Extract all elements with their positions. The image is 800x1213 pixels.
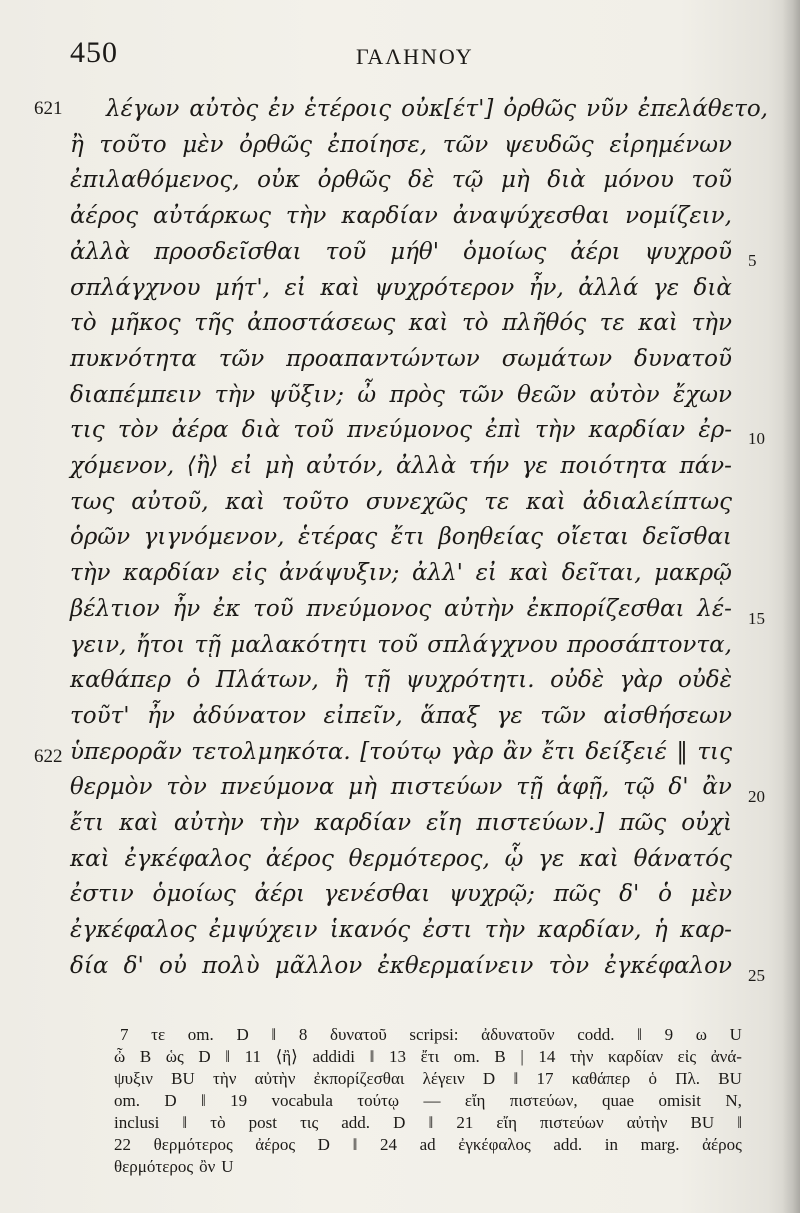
text-line: σπλάγχνου μήτ', εἰ καὶ ψυχρότερον ἦν, ἀλλά γε διὰ xyxy=(70,274,732,301)
apparatus-line: ὦ B ὡς D ‖ 11 ⟨ἢ⟩ addidi ‖ 13 ἔτι om. B | 14 τὴν καρδίαν εἰς ἀνά- xyxy=(114,1047,742,1066)
text-line: ἐγκέφαλος ἐμψύχειν ἱκανός ἐστι τὴν καρδίαν, ἡ καρ- xyxy=(70,917,732,944)
running-title: ΓΑΛΗΝΟΥ xyxy=(356,44,474,69)
text-line: δία δ' οὐ πολὺ μᾶλλον ἐκθερμαίνειν τὸν ἐγκέφαλον xyxy=(70,952,732,979)
apparatus-line: ψυξιν BU τὴν αὐτὴν ἐκπορίζεσθαι λέγειν D ‖ 17 καθάπερ ὁ Πλ. BU xyxy=(114,1069,742,1088)
apparatus-line: om. D ‖ 19 vocabula τούτῳ — εἴη πιστεύων, quae omisit N, xyxy=(114,1091,742,1110)
line-number-25: 25 xyxy=(748,966,765,985)
text-line: πυκνότητα τῶν προαπαντώντων σωμάτων δυνατοῦ xyxy=(70,345,732,372)
text-line: τὴν καρδίαν εἰς ἀνάψυξιν; ἀλλ' εἰ καὶ δεῖται, μακρῷ xyxy=(70,560,732,587)
margin-reference-621: 621 xyxy=(34,98,63,119)
text-line: βέλτιον ἦν ἐκ τοῦ πνεύμονος αὐτὴν ἐκπορίζεσθαι λέ- xyxy=(70,595,732,622)
line-number-20: 20 xyxy=(748,787,765,806)
text-line: χόμενον, ⟨ἢ⟩ εἰ μὴ αὐτόν, ἀλλὰ τήν γε ποιότητα πάν- xyxy=(70,453,732,479)
text-line: τὸ μῆκος τῆς ἀποστάσεως καὶ τὸ πλῆθός τε καὶ τὴν xyxy=(70,310,732,337)
text-line: ἀλλὰ προσδεῖσθαι τοῦ μήθ' ὁμοίως ἀέρι ψυχροῦ xyxy=(70,238,732,265)
text-line: ἐστιν ὁμοίως ἀέρι γενέσθαι ψυχρῷ; πῶς δ' ὁ μὲν xyxy=(70,881,732,908)
text-line: λέγων αὐτὸς ἐν ἑτέροις οὐκ[έτ'] ὀρθῶς νῦν ἐπελάθετο, xyxy=(106,96,768,122)
margin-reference-622: 622 xyxy=(34,746,63,767)
text-line: θερμὸν τὸν πνεύμονα μὴ πιστεύων τῇ ἁφῇ, τῷ δ' ἂν xyxy=(70,774,732,801)
line-number-5: 5 xyxy=(748,251,757,270)
text-line: τως αὐτοῦ, καὶ τοῦτο συνεχῶς τε καὶ ἀδιαλείπτως xyxy=(70,488,732,515)
text-line: καὶ ἐγκέφαλος ἀέρος θερμότερος, ᾧ γε καὶ θάνατός xyxy=(70,845,732,872)
apparatus-line: 22 θερμότερος ἀέρος D ‖ 24 ad ἐγκέφαλος add. in marg. ἀέρος xyxy=(114,1135,742,1154)
text-line: διαπέμπειν τὴν ψῦξιν; ὦ πρὸς τῶν θεῶν αὐτὸν ἔχων xyxy=(70,381,732,408)
apparatus-line: 7 τε om. D ‖ 8 δυνατοῦ scripsi: ἀδυνατοῦν codd. ‖ 9 ω U xyxy=(120,1025,742,1044)
apparatus-line: θερμότερος ὂν U xyxy=(114,1157,234,1176)
text-line: ἐπιλαθόμενος, οὐκ ὀρθῶς δὲ τῷ μὴ διὰ μόνου τοῦ xyxy=(70,167,732,194)
text-line: τοῦτ' ἦν ἀδύνατον εἰπεῖν, ἅπαξ γε τῶν αἰσθήσεων xyxy=(70,702,732,729)
text-line: ἢ τοῦτο μὲν ὀρθῶς ἐποίησε, τῶν ψευδῶς εἰρημένων xyxy=(70,131,732,158)
text-line: καθάπερ ὁ Πλάτων, ἢ τῇ ψυχρότητι. οὐδὲ γὰρ οὐδὲ xyxy=(70,667,732,694)
page-edge-shadow xyxy=(782,0,800,1213)
text-line: ὁρῶν γιγνόμενον, ἑτέρας ἔτι βοηθείας οἴεται δεῖσθαι xyxy=(70,524,732,551)
line-number-15: 15 xyxy=(748,609,765,628)
text-line: ἔτι καὶ αὐτὴν τὴν καρδίαν εἴη πιστεύων.] πῶς οὐχὶ xyxy=(70,810,732,836)
apparatus-line: inclusi ‖ τὸ post τις add. D ‖ 21 εἴη πιστεύων αὐτὴν BU ‖ xyxy=(114,1113,742,1132)
text-line: γειν, ἤτοι τῇ μαλακότητι τοῦ σπλάγχνου προσάπτοντα, xyxy=(70,631,732,658)
critical-apparatus xyxy=(114,1024,742,1178)
text-line: ὑπερορᾶν τετολμηκότα. [τούτῳ γὰρ ἂν ἔτι δείξειέ ‖ τις xyxy=(70,738,732,765)
page-number: 450 xyxy=(70,36,118,69)
text-line: ἀέρος αὐτάρκως τὴν καρδίαν ἀναψύχεσθαι νομίζειν, xyxy=(70,203,732,230)
text-line: τις τὸν ἀέρα διὰ τοῦ πνεύμονος ἐπὶ τὴν καρδίαν ἐρ- xyxy=(70,417,732,444)
line-number-10: 10 xyxy=(748,429,765,448)
